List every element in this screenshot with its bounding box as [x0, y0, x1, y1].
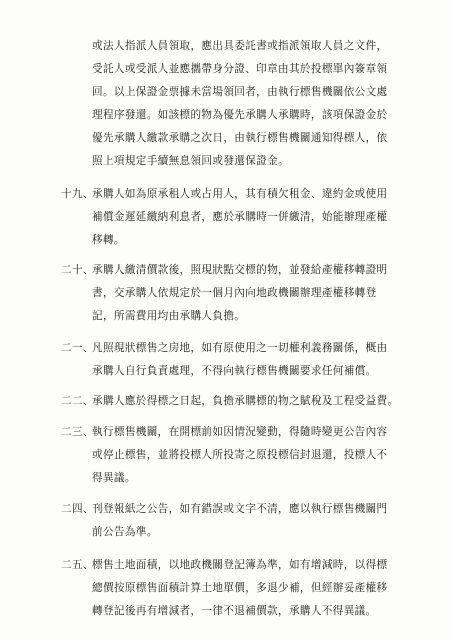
clause-line: 承購人如為原承租人或占用人，其有積欠租金、違約金或使用: [92, 188, 388, 200]
paragraph-line: 受託人或受派人並應攜帶身分證、印章由其於投標單內簽章領: [92, 63, 388, 75]
paragraph-line: 理程序發還。如該標的物為優先承購人承購時，該項保證金於: [92, 109, 388, 121]
clause-line: 刊登報紙之公告，如有錯誤或文字不清，應以執行標售機關門: [92, 503, 388, 515]
clause-line: 轉登記後再有增減者，一律不退補價款，承購人不得異議。: [92, 605, 377, 617]
clause-line: 凡照現狀標售之房地，如有原使用之一切權利義務關係，概由: [92, 342, 388, 354]
clause-line: 總價按原標售面積計算土地單價，多退少補，但經辦妥產權移: [92, 582, 388, 594]
clause-number: 二四、: [61, 503, 94, 515]
clause-line: 承購人繳清價款後，照現狀點交標的物，並發給產權移轉證明: [92, 264, 388, 276]
clause-line: 書，交承購人依規定於一個月內向地政機關辦理產權移轉登: [92, 287, 377, 299]
paragraph-line: 照上項規定手續無息領回或發還保證金。: [92, 155, 289, 167]
clause-line: 承購人應於得標之日起，負擔承購標的物之賦稅及工程受益費。: [92, 395, 399, 407]
clause-number: 二十、: [61, 264, 94, 276]
clause-line: 執行標售機關，在開標前如因情況變動，得隨時變更公告內容: [92, 426, 388, 438]
clause-line: 或停止標售，並將投標人所投寄之原投標信封退還，投標人不: [92, 449, 388, 461]
clause-line: 移轉。: [92, 234, 125, 246]
clause-number: 二一、: [61, 342, 94, 354]
clause-line: 得異議。: [92, 472, 136, 484]
clause-number: 十九、: [61, 188, 94, 200]
clause-number: 二二、: [61, 395, 94, 407]
clause-line: 記，所需費用均由承購人負擔。: [92, 310, 246, 322]
paragraph-line: 或法人指派人員領取，應出具委託書或指派領取人員之文件，: [92, 40, 388, 52]
paragraph-line: 優先承購人繳款承購之次日，由執行標售機關通知得標人，依: [92, 132, 388, 144]
clause-number: 二五、: [61, 559, 94, 571]
clause-line: 前公告為準。: [92, 526, 158, 538]
clause-number: 二三、: [61, 426, 94, 438]
clause-line: 標售土地面積，以地政機關登記簿為準，如有增減時，以得標: [92, 559, 388, 571]
clause-line: 承購人自行負責處理，不得向執行標售機關要求任何補償。: [92, 365, 377, 377]
clause-line: 補償金遲延繳納利息者，應於承購時一併繳清，始能辦理產權: [92, 211, 388, 223]
paragraph-line: 回。以上保證金票據未當場領回者，由執行標售機關依公文處: [92, 86, 388, 98]
